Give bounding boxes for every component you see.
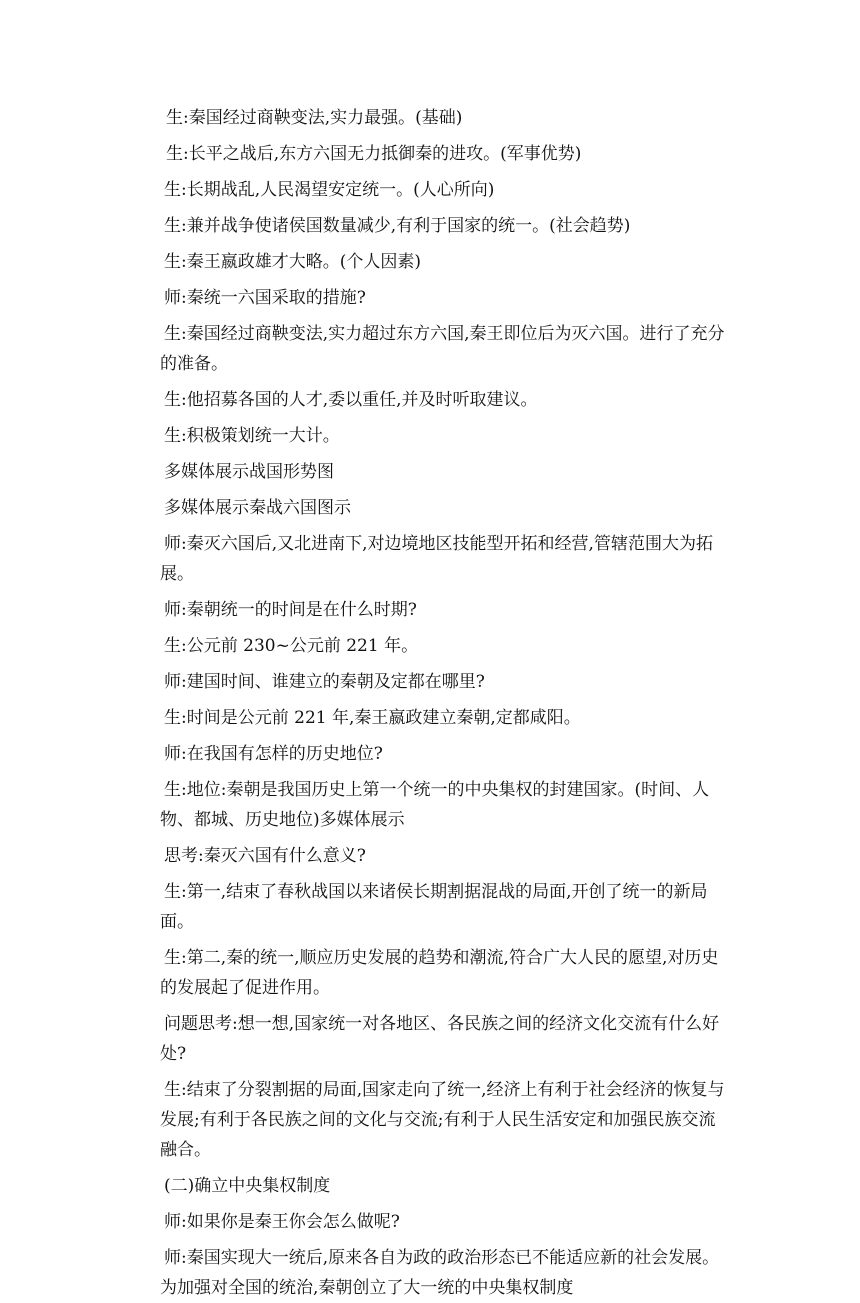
paragraph-21: 生:第二,秦的统一,顺应历史发展的趋势和潮流,符合广大人民的愿望,对历史的发展起了促进作用。 [160,948,719,998]
paragraph-8: 生:他招募各国的人才,委以重任,并及时听取建议。 [164,390,538,410]
paragraph-19: 思考:秦灭六国有什么意义? [164,846,366,866]
paragraph-12: 师:秦灭六国后,又北进南下,对边境地区技能型开拓和经营,管辖范围大为拓展。 [160,534,713,584]
paragraph-18: 生:地位:秦朝是我国历史上第一个统一的中央集权的封建国家。(时间、人物、都城、历史地位)多媒体展示 [160,780,710,830]
paragraph-11: 多媒体展示秦战六国图示 [164,498,351,518]
section-heading: (二)确立中央集权制度 [164,1176,331,1196]
paragraph-13: 师:秦朝统一的时间是在什么时期? [164,600,417,620]
paragraph-23: 生:结束了分裂割据的局面,国家走向了统一,经济上有利于社会经济的恢复与发展;有利于各民族之间的文化与交流;有利于人民生活安定和加强民族交流融合。 [160,1080,725,1160]
paragraph-4: 生:兼并战争使诸侯国数量减少,有利于国家的统一。(社会趋势) [164,216,631,236]
paragraph-6: 师:秦统一六国采取的措施? [164,288,366,308]
paragraph-10: 多媒体展示战国形势图 [164,462,334,482]
paragraph-7: 生:秦国经过商鞅变法,实力超过东方六国,秦王即位后为灭六国。进行了充分的准备。 [160,324,725,374]
paragraph-20: 生:第一,结束了春秋战国以来诸侯长期割据混战的局面,开创了统一的新局面。 [160,882,708,932]
paragraph-25: 师:如果你是秦王你会怎么做呢? [164,1212,400,1232]
paragraph-14: 生:公元前 230~公元前 221 年。 [164,636,419,656]
paragraph-16: 生:时间是公元前 221 年,秦王嬴政建立秦朝,定都咸阳。 [164,708,581,728]
paragraph-5: 生:秦王嬴政雄才大略。(个人因素) [164,252,421,272]
paragraph-26: 师:秦国实现大一统后,原来各自为政的政治形态已不能适应新的社会发展。为加强对全国的统治,秦朝创立了大一统的中央集权制度 [160,1248,720,1298]
paragraph-3: 生:长期战乱,人民渴望安定统一。(人心所向) [164,180,495,200]
paragraph-1: 生:秦国经过商鞅变法,实力最强。(基础) [166,108,463,128]
paragraph-9: 生:积极策划统一大计。 [164,426,340,446]
paragraph-17: 师:在我国有怎样的历史地位? [164,744,383,764]
paragraph-2: 生:长平之战后,东方六国无力抵御秦的进攻。(军事优势) [166,144,582,164]
paragraph-22: 问题思考:想一想,国家统一对各地区、各民族之间的经济文化交流有什么好处? [160,1014,720,1064]
paragraph-15: 师:建国时间、谁建立的秦朝及定都在哪里? [164,672,485,692]
